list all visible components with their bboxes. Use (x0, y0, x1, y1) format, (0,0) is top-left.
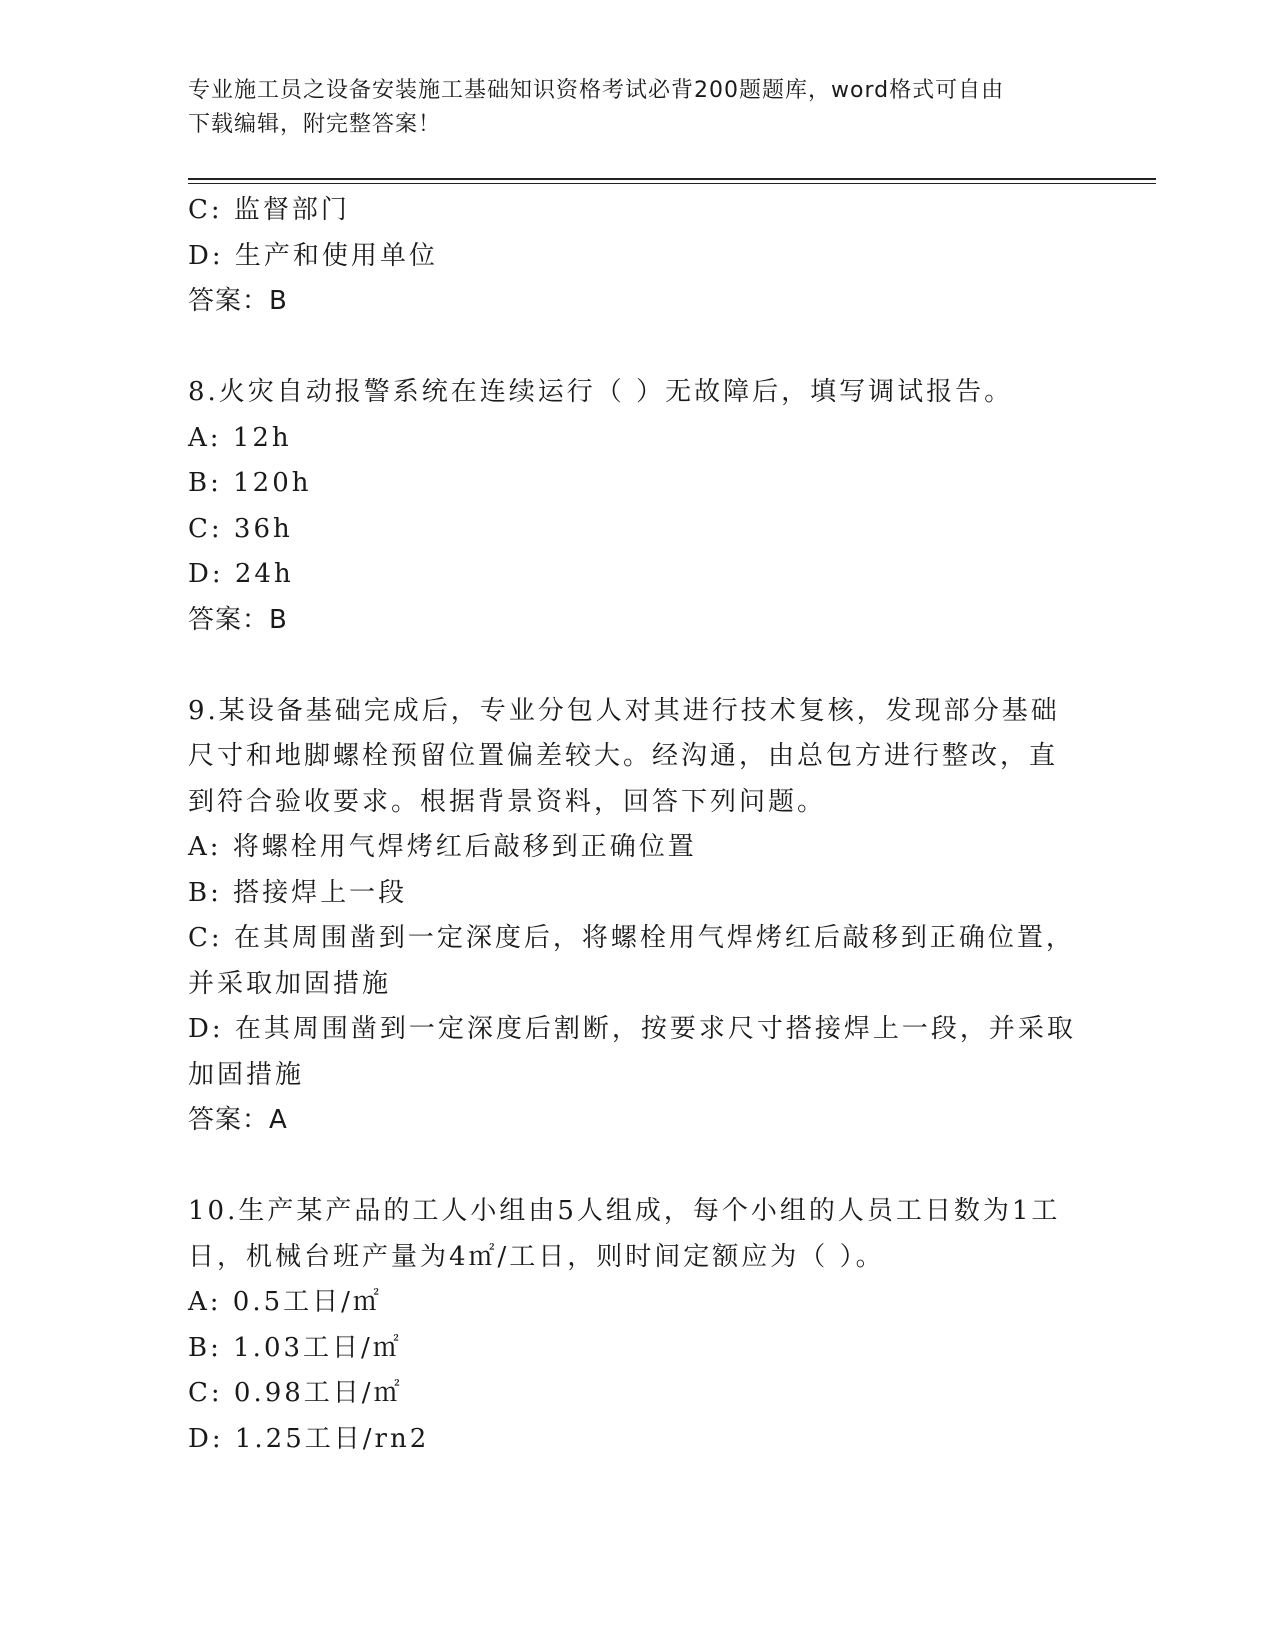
option-text: B: 搭接焊上一段 (188, 877, 408, 908)
option-a (188, 416, 1088, 462)
option-text: D: 1.25工日/rn2 (188, 1423, 430, 1454)
option-c (188, 188, 1088, 234)
option-text: D: 生产和使用单位 (188, 240, 438, 271)
answer-value: B (269, 604, 288, 635)
option-text-continued: 加固措施 (188, 1059, 305, 1090)
option-text-continued: 并采取加固措施 (188, 968, 392, 999)
answer-value: B (269, 286, 288, 316)
option-text: A: 0.5工日/㎡ (188, 1287, 382, 1317)
option-d (188, 1007, 1088, 1098)
option-text: A: 12h (188, 422, 292, 453)
option-b (188, 461, 1088, 507)
header-line-2: 下载编辑，附完整答案！ (188, 112, 442, 137)
option-text: C: 36h (188, 513, 293, 544)
question-10 (188, 1189, 1088, 1462)
answer-label: 答案： (188, 604, 270, 635)
question-stem (188, 689, 1088, 826)
stem-line: 日，机械台班产量为4㎡/工日，则时间定额应为（ ）。 (188, 1241, 885, 1272)
option-text: A: 将螺栓用气焊烤红后敲移到正确位置 (188, 832, 697, 862)
option-d (188, 234, 1088, 280)
stem-line: 8.火灾自动报警系统在连续运行（ ）无故障后，填写调试报告。 (188, 377, 1014, 407)
spacer (188, 643, 1088, 689)
answer-line (188, 279, 1088, 325)
option-c (188, 916, 1088, 1007)
answer-label: 答案： (188, 1105, 270, 1135)
question-8 (188, 370, 1088, 643)
page-header (188, 74, 1088, 142)
answer-value: A (269, 1105, 288, 1135)
answer-line (188, 1098, 1088, 1144)
document-body (188, 188, 1088, 1462)
option-text: D: 在其周围凿到一定深度后割断，按要求尺寸搭接焊上一段，并采取 (188, 1014, 1076, 1044)
question-stem (188, 370, 1088, 416)
option-text: D: 24h (188, 559, 294, 589)
option-b (188, 1326, 1088, 1372)
option-text: C: 在其周围凿到一定深度后，将螺栓用气焊烤红后敲移到正确位置， (188, 923, 1075, 953)
header-rule-thin (188, 183, 1156, 184)
question-9 (188, 689, 1088, 1144)
option-text: B: 120h (188, 468, 312, 498)
prev-question (188, 188, 1088, 325)
option-text: C: 监督部门 (188, 195, 350, 225)
option-a (188, 1280, 1088, 1326)
option-text: B: 1.03工日/㎡ (188, 1332, 402, 1363)
option-a (188, 825, 1088, 871)
answer-label: 答案： (188, 286, 270, 316)
stem-line: 到符合验收要求。根据背景资料，回答下列问题。 (188, 786, 827, 817)
option-d (188, 552, 1088, 598)
question-stem (188, 1189, 1088, 1280)
option-c (188, 1371, 1088, 1417)
option-c (188, 507, 1088, 553)
spacer (188, 1144, 1088, 1190)
option-b (188, 871, 1088, 917)
spacer (188, 325, 1088, 371)
header-line-1: 专业施工员之设备安装施工基础知识资格考试必背200题题库，word格式可自由 (188, 78, 1005, 103)
stem-line: 10.生产某产品的工人小组由5人组成，每个小组的人员工日数为1工 (188, 1196, 1061, 1226)
header-rule-thick (188, 178, 1156, 180)
answer-line (188, 598, 1088, 644)
stem-line: 9.某设备基础完成后，专业分包人对其进行技术复核，发现部分基础 (188, 695, 1060, 726)
option-d (188, 1417, 1088, 1463)
option-text: C: 0.98工日/㎡ (188, 1378, 403, 1408)
stem-line: 尺寸和地脚螺栓预留位置偏差较大。经沟通，由总包方进行整改，直 (188, 741, 1059, 771)
